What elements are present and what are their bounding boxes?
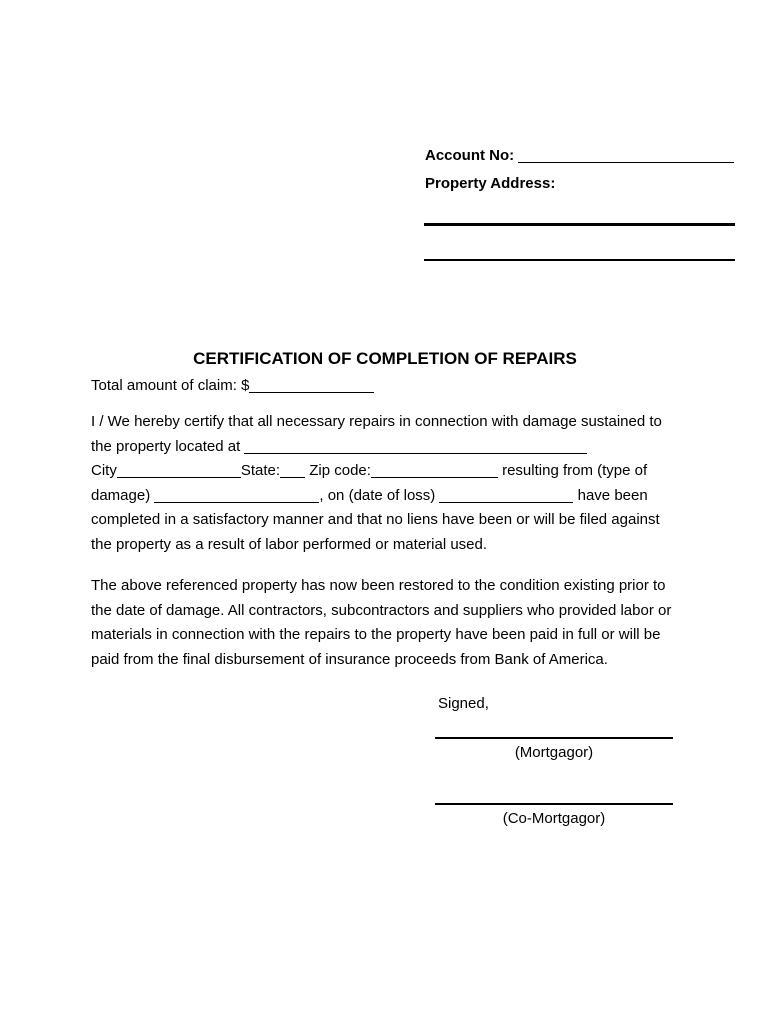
state-blank[interactable] — [280, 463, 305, 478]
resulting-from-text: resulting from (type of damage) — [91, 462, 648, 504]
mortgagor-signature-line[interactable] — [435, 737, 673, 739]
restoration-paragraph: The above referenced property has now been restored to the condition existing prior to the date of damage. All contractors, subcontractors and suppliers who provided labor or materials in connection with the repairs to the property have been paid in full or will be paid from the final disbursement of insurance proceeds from Bank of America. — [91, 577, 672, 668]
comma-text: , — [319, 486, 324, 504]
co-mortgagor-signature-line[interactable] — [435, 803, 673, 805]
certification-intro-text: I / We hereby certify that all necessary repairs in connection with damage sustained to the property located at — [91, 413, 662, 455]
claim-amount-blank[interactable] — [249, 378, 374, 393]
property-address-line-1[interactable] — [424, 223, 735, 226]
property-location-blank[interactable] — [244, 439, 587, 454]
city-field — [91, 459, 241, 484]
city-blank[interactable] — [117, 463, 241, 478]
co-mortgagor-label: (Co-Mortgagor) — [502, 810, 606, 827]
account-no-blank[interactable] — [518, 146, 734, 163]
state-field — [241, 459, 305, 484]
state-label: State: — [240, 462, 281, 479]
zip-code-blank[interactable] — [371, 463, 498, 478]
mortgagor-label: (Mortgagor) — [514, 744, 594, 761]
zip-code-label: Zip code: — [309, 462, 371, 479]
certification-closing-text: have been completed in a satisfactory manner and that no liens have been or will be filed against the property as a result of labor performed or material used. — [91, 486, 660, 553]
property-address-line-2[interactable] — [424, 259, 735, 261]
claim-amount-row — [91, 376, 679, 395]
damage-type-blank[interactable] — [154, 488, 319, 503]
damage-type-field — [154, 484, 323, 509]
city-label: City — [91, 462, 117, 479]
certification-paragraph — [91, 410, 679, 557]
date-of-loss-blank[interactable] — [439, 488, 573, 503]
date-of-loss-label: on (date of loss) — [327, 486, 436, 504]
signed-label: Signed, — [438, 695, 489, 712]
property-address-label: Property Address: — [425, 175, 556, 192]
account-no-row — [425, 146, 734, 165]
page-title: CERTIFICATION OF COMPLETION OF REPAIRS — [193, 349, 577, 368]
header-block — [425, 146, 734, 193]
zip-code-field — [309, 459, 498, 484]
account-no-label: Account No: — [425, 147, 515, 164]
claim-amount-label: Total amount of claim: $ — [91, 377, 250, 394]
